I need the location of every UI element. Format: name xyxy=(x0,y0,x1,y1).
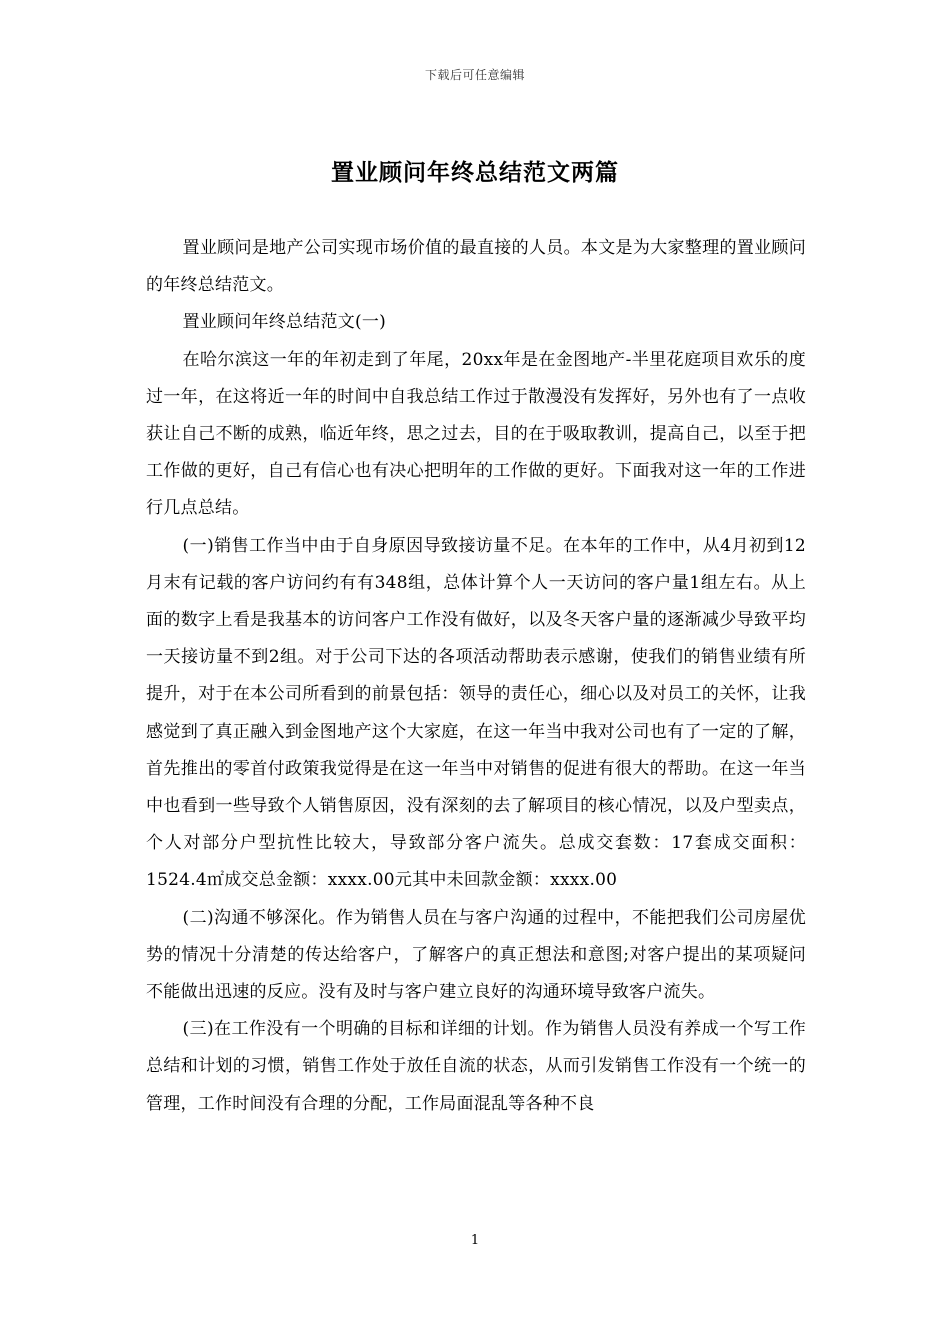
header-note: 下载后可任意编辑 xyxy=(424,68,525,82)
section-heading: 置业顾问年终总结范文(一) xyxy=(182,312,387,333)
intro-paragraph: 置业顾问是地产公司实现市场价值的最直接的人员。本文是为大家整理的置业顾问的年终总结范文。 xyxy=(146,238,806,296)
page-number: 1 xyxy=(470,1233,480,1248)
document-title: 置业顾问年终总结范文两篇 xyxy=(331,159,619,186)
body-paragraph: 在哈尔滨这一年的年初走到了年尾，20xx年是在金图地产-半里花庭项目欢乐的度过一年，在这将近一年的时间中自我总结工作过于散漫没有发挥好，另外也有了一点收获让自己不断的成熟，临近年终，思之过去，目的在于吸取教训，提高自己，以至于把工作做的更好，自己有信心也有决心把明年的工作做的更好。下面我对这一年的工作进行几点总结。 xyxy=(146,349,806,519)
body-paragraph: (二)沟通不够深化。作为销售人员在与客户沟通的过程中，不能把我们公司房屋优势的情况十分清楚的传达给客户，了解客户的真正想法和意图;对客户提出的某项疑问不能做出迅速的反应。没有及时与客户建立良好的沟通环境导致客户流失。 xyxy=(146,907,806,1003)
body-paragraph: (三)在工作没有一个明确的目标和详细的计划。作为销售人员没有养成一个写工作总结和计划的习惯，销售工作处于放任自流的状态，从而引发销售工作没有一个统一的管理，工作时间没有合理的分配，工作局面混乱等各种不良 xyxy=(146,1019,806,1114)
document-body xyxy=(146,230,806,1123)
body-paragraph: (一)销售工作当中由于自身原因导致接访量不足。在本年的工作中，从4月初到12月末有记载的客户访问约有有348组，总体计算个人一天访问的客户量1组左右。从上面的数字上看是我基本的访问客户工作没有做好，以及冬天客户量的逐渐减少导致平均一天接访量不到2组。对于公司下达的各项活动帮助表示感谢，使我们的销售业绩有所提升，对于在本公司所看到的前景包括：领导的责任心，细心以及对员工的关怀，让我感觉到了真正融入到金图地产这个大家庭，在这一年当中我对公司也有了一定的了解，首先推出的零首付政策我觉得是在这一年当中对销售的促进有很大的帮助。在这一年当中也看到一些导致个人销售原因，没有深刻的去了解项目的核心情况，以及户型卖点，个人对部分户型抗性比较大，导致部分客户流失。总成交套数：17套成交面积：1524.4㎡成交总金额：xxxx.00元其中未回款金额：xxxx.00 xyxy=(146,535,806,891)
